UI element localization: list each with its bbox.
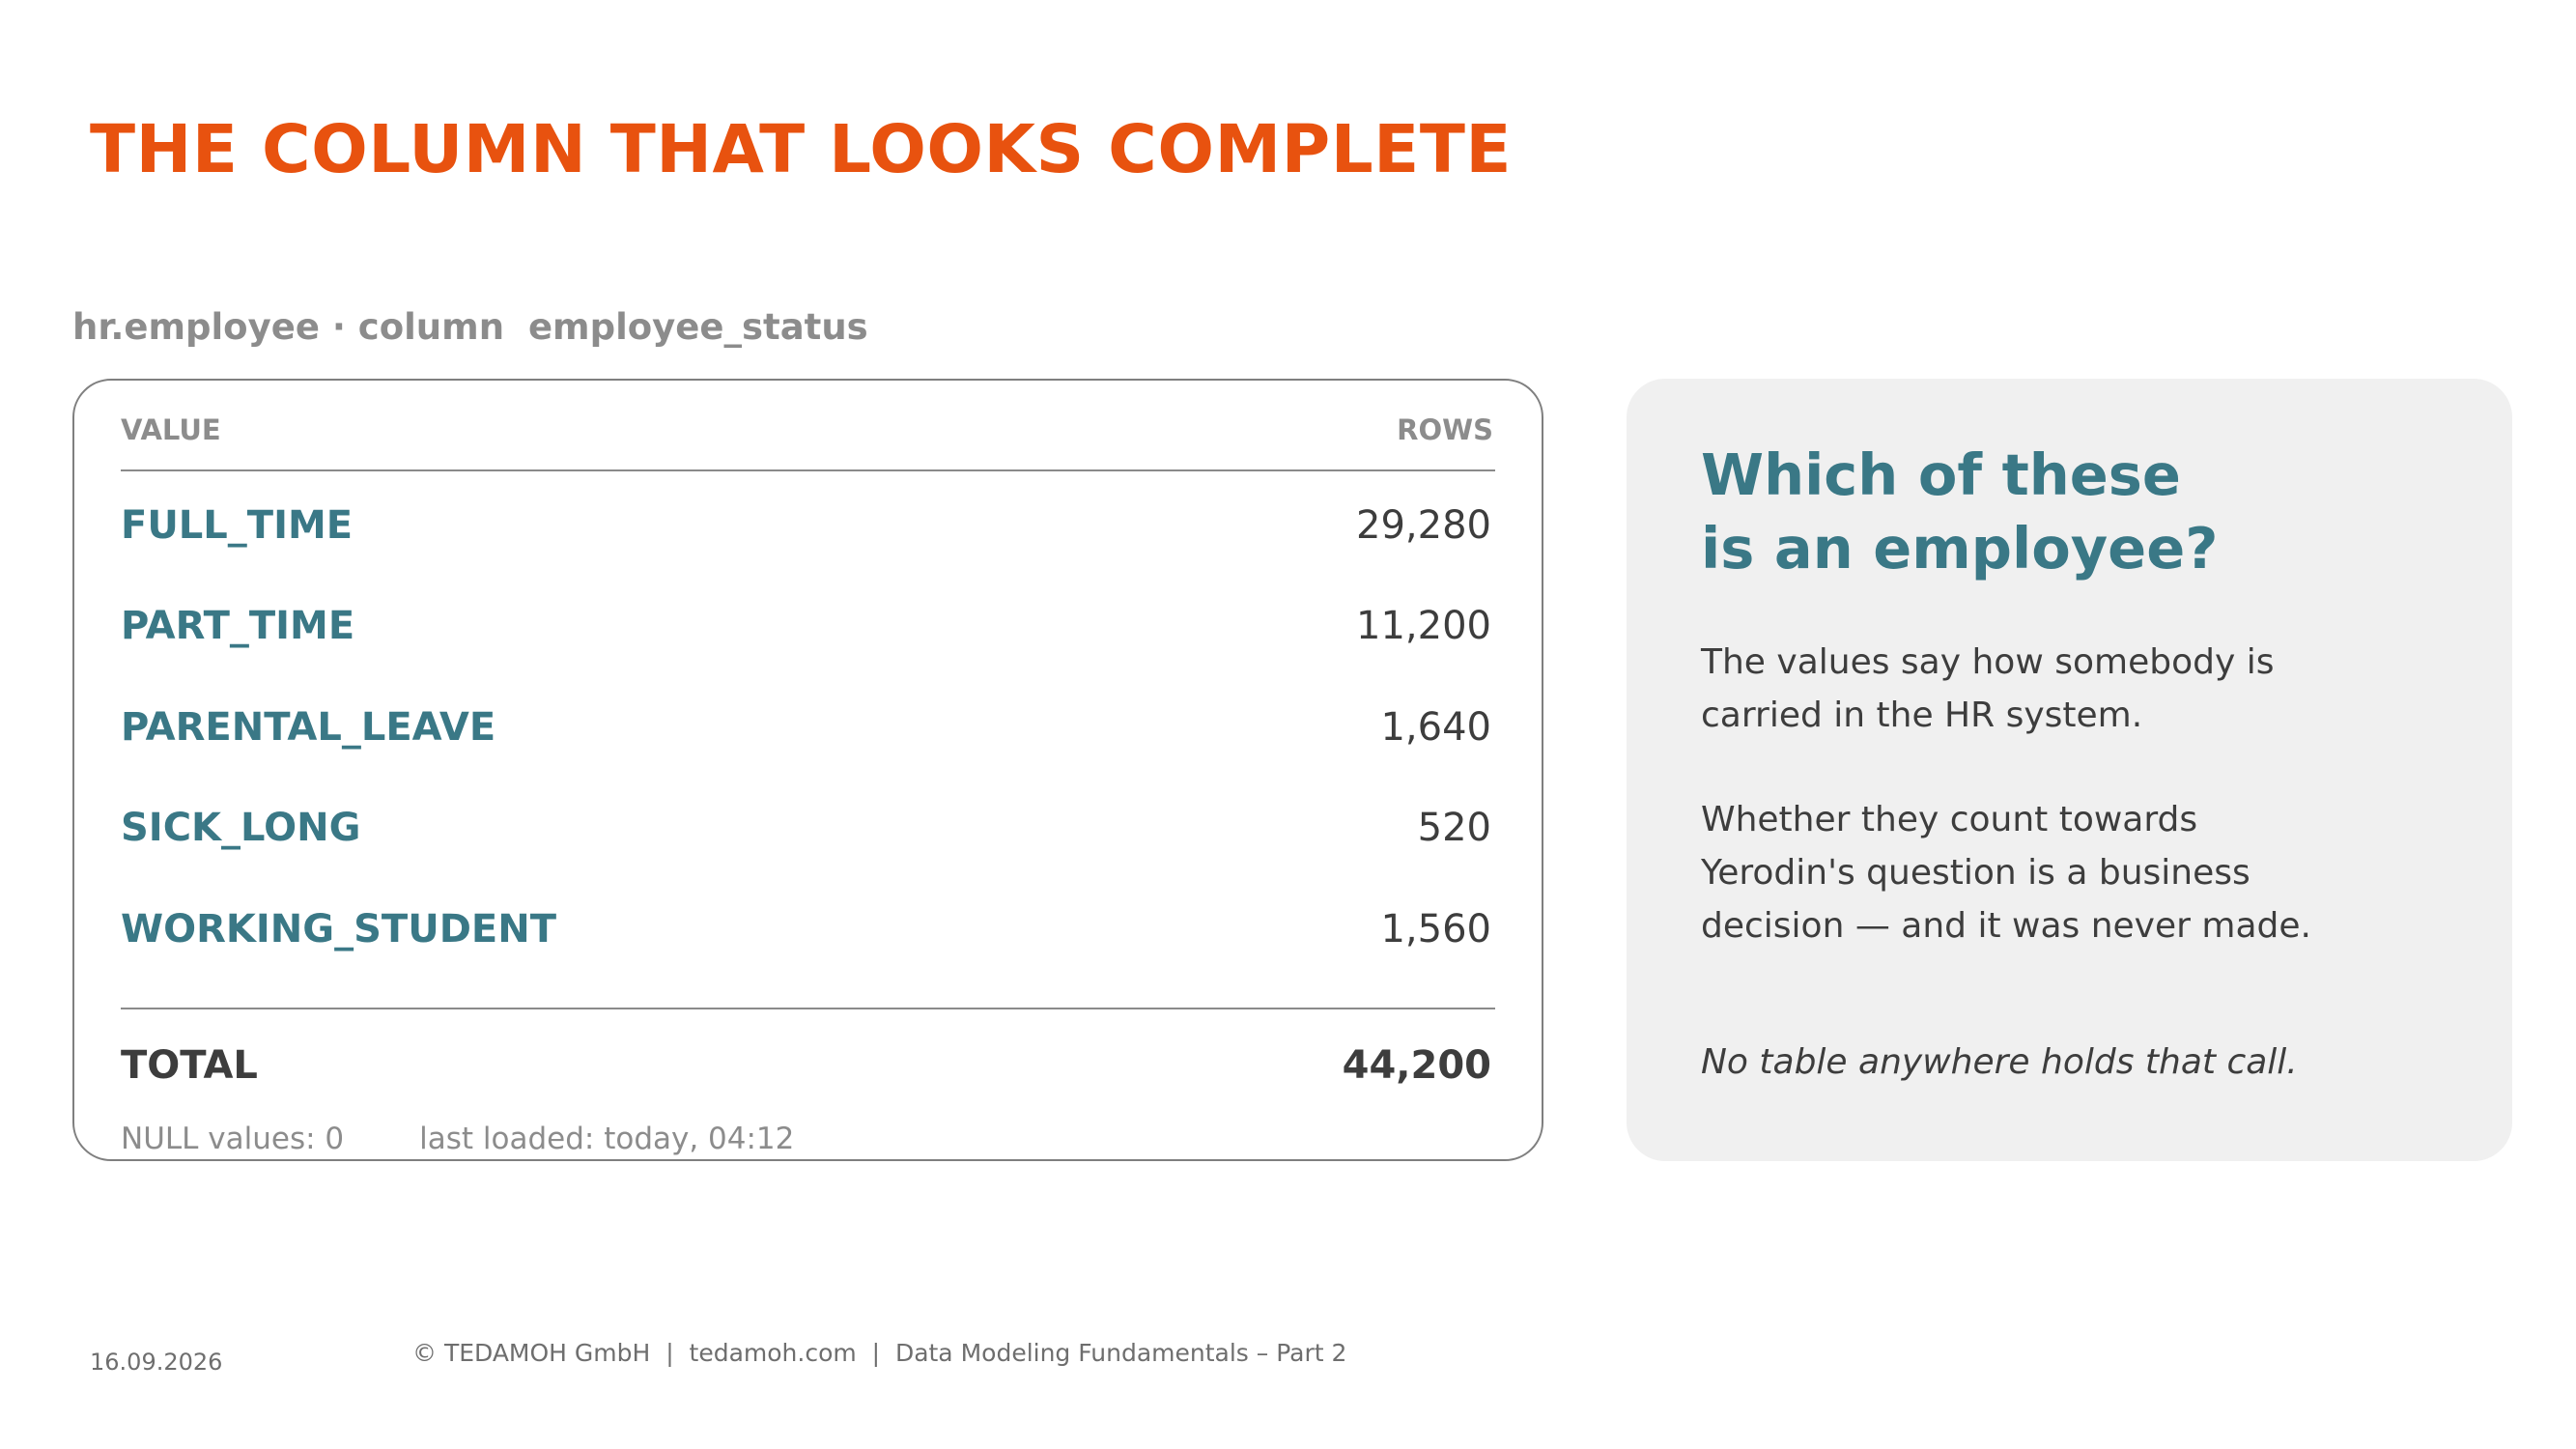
row-count: 520 xyxy=(1417,806,1491,850)
question-panel xyxy=(1627,379,2512,1161)
column-caption xyxy=(72,306,868,348)
rows-column-header: ROWS xyxy=(1397,413,1493,446)
table-footnote xyxy=(121,1124,794,1154)
table-name: hr.employee xyxy=(72,306,320,348)
column-name: employee_status xyxy=(527,306,868,348)
total-row xyxy=(121,1041,1491,1090)
column-word: column xyxy=(357,306,505,348)
caption-separator: · xyxy=(331,306,346,348)
total-label: TOTAL xyxy=(121,1043,258,1088)
slide-title: THE COLUMN THAT LOOKS COMPLETE xyxy=(90,111,1513,188)
paragraph-line: carried in the HR system. xyxy=(1701,696,2143,735)
row-count: 1,560 xyxy=(1380,907,1491,952)
status-value: FULL_TIME xyxy=(121,503,354,548)
explanation-paragraph xyxy=(1701,636,2474,742)
header-divider xyxy=(121,469,1495,471)
status-value: SICK_LONG xyxy=(121,806,361,850)
question-heading-line: is an employee? xyxy=(1701,515,2219,582)
null-count: NULL values: 0 xyxy=(121,1122,345,1156)
total-count: 44,200 xyxy=(1342,1043,1491,1088)
row-count: 29,280 xyxy=(1356,503,1491,548)
paragraph-line: The values say how somebody is xyxy=(1701,642,2275,682)
status-value: PART_TIME xyxy=(121,604,355,648)
table-row xyxy=(121,703,1491,752)
question-heading xyxy=(1701,439,2218,585)
paragraph-line: Whether they count towards xyxy=(1701,800,2198,839)
table-row xyxy=(121,501,1491,550)
value-column-header: VALUE xyxy=(121,413,221,446)
slide-date: 16.09.2026 xyxy=(90,1349,223,1376)
emphasis-note: No table anywhere holds that call. xyxy=(1701,1042,2298,1082)
table-row xyxy=(121,905,1491,953)
row-count: 11,200 xyxy=(1356,604,1491,648)
last-loaded: last loaded: today, 04:12 xyxy=(419,1122,795,1156)
table-row xyxy=(121,602,1491,650)
question-heading-line: Which of these xyxy=(1701,441,2181,508)
row-count: 1,640 xyxy=(1380,705,1491,750)
total-divider xyxy=(121,1008,1495,1009)
paragraph-line: Yerodin's question is a business xyxy=(1701,853,2250,893)
status-value: PARENTAL_LEAVE xyxy=(121,705,496,750)
paragraph-line: decision — and it was never made. xyxy=(1701,906,2311,946)
status-value: WORKING_STUDENT xyxy=(121,907,556,952)
table-row xyxy=(121,804,1491,852)
copyright-footer: © TEDAMOH GmbH | tedamoh.com | Data Modeling Fundamentals – Part 2 xyxy=(412,1339,1347,1367)
decision-paragraph xyxy=(1701,793,2474,952)
value-count-table xyxy=(72,379,1543,1161)
